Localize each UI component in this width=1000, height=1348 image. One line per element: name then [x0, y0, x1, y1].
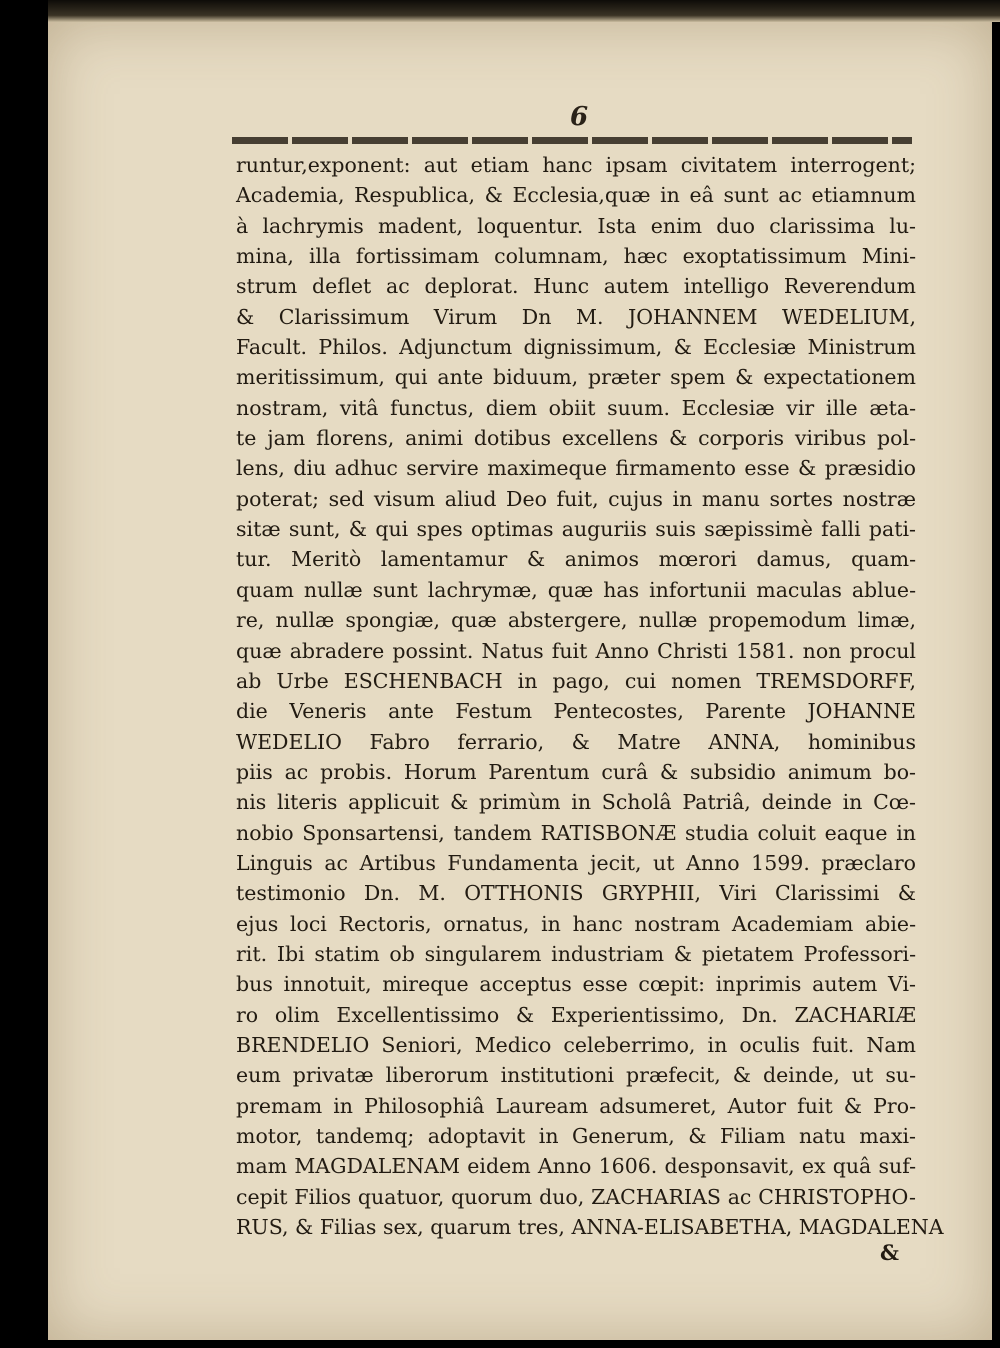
text-line: te jam florens, animi dotibus excellens & corporis viribus pol-	[236, 426, 916, 451]
text-line: rit. Ibi statim ob singularem industriam & pietatem Professori-	[236, 941, 916, 966]
page-number: 6	[569, 102, 589, 132]
text-line: lens, diu adhuc servire maximeque firmamento esse & præsidio	[236, 456, 916, 481]
catchword: &	[880, 1240, 899, 1265]
text-line: testimonio Dn. M. OTTHONIS GRYPHII, Viri Clarissimi &	[236, 881, 916, 906]
text-line: tur. Meritò lamentamur & animos mœrori damus, quam-	[236, 547, 916, 572]
text-line: strum deflet ac deplorat. Hunc autem intelligo Reverendum	[236, 274, 916, 299]
text-line: RUS, & Filias sex, quarum tres, ANNA-ELISABETHA, MAGDALENA	[236, 1215, 944, 1240]
text-line: ejus loci Rectoris, ornatus, in hanc nostram Academiam abie-	[236, 911, 916, 936]
text-line: quam nullæ sunt lachrymæ, quæ has infortunii maculas ablue-	[236, 577, 916, 602]
text-line: sitæ sunt, & qui spes optimas auguriis suis sæpissimè falli pati-	[236, 517, 916, 542]
text-line: poterat; sed visum aliud Deo fuit, cujus in manu sortes nostræ	[236, 486, 916, 511]
text-line: piis ac probis. Horum Parentum curâ & subsidio animum bo-	[236, 759, 916, 784]
page-top-edge	[48, 0, 1000, 22]
text-line: premam in Philosophiâ Lauream adsumeret, Autor fuit & Pro-	[236, 1093, 916, 1118]
text-line: Facult. Philos. Adjunctum dignissimum, & Ecclesiæ Ministrum	[236, 335, 916, 360]
text-line: bus innotuit, mireque acceptus esse cœpit: inprimis autem Vi-	[236, 972, 916, 997]
text-line: nobio Sponsartensi, tandem RATISBONÆ studia coluit eaque in	[236, 820, 916, 845]
body-text	[236, 150, 944, 1242]
text-line: ab Urbe ESCHENBACH in pago, cui nomen TREMSDORFF,	[236, 668, 916, 693]
text-line: nostram, vitâ functus, diem obiit suum. Ecclesiæ vir ille æta-	[236, 395, 916, 420]
text-line: mina, illa fortissimam columnam, hæc exoptatissimum Mini-	[236, 244, 916, 269]
text-line: ro olim Excellentissimo & Experientissimo, Dn. ZACHARIÆ	[236, 1002, 916, 1027]
header-rule	[232, 137, 912, 144]
text-line: die Veneris ante Festum Pentecostes, Parente JOHANNE	[236, 699, 916, 724]
text-line: WEDELIO Fabro ferrario, & Matre ANNA, hominibus	[236, 729, 916, 754]
text-line: runtur,exponent: aut etiam hanc ipsam civitatem interrogent;	[236, 153, 916, 177]
text-line: eum privatæ liberorum institutioni præfecit, & deinde, ut su-	[236, 1063, 916, 1088]
text-line: Linguis ac Artibus Fundamenta jecit, ut Anno 1599. præclaro	[236, 850, 916, 875]
text-line: re, nullæ spongiæ, quæ abstergere, nullæ propemodum limæ,	[236, 608, 916, 633]
text-line: Academia, Respublica, & Ecclesia,quæ in eâ sunt ac etiamnum	[236, 183, 916, 208]
text-line: meritissimum, qui ante biduum, præter spem & expectationem	[236, 365, 916, 390]
text-line: BRENDELIO Seniori, Medico celeberrimo, in oculis fuit. Nam	[236, 1032, 916, 1057]
text-line: mam MAGDALENAM eidem Anno 1606. desponsavit, ex quâ suf-	[236, 1154, 916, 1179]
text-line: à lachrymis madent, loquentur. Ista enim duo clarissima lu-	[236, 213, 916, 238]
text-line: cepit Filios quatuor, quorum duo, ZACHARIAS ac CHRISTOPHO-	[236, 1184, 916, 1209]
text-line: nis literis applicuit & primùm in Scholâ Patriâ, deinde in Cœ-	[236, 790, 916, 815]
text-line: & Clarissimum Virum Dn M. JOHANNEM WEDELIUM,	[236, 304, 916, 329]
text-line: quæ abradere possint. Natus fuit Anno Christi 1581. non procul	[236, 638, 916, 663]
text-line: motor, tandemq; adoptavit in Generum, & Filiam natu maxi-	[236, 1124, 916, 1148]
